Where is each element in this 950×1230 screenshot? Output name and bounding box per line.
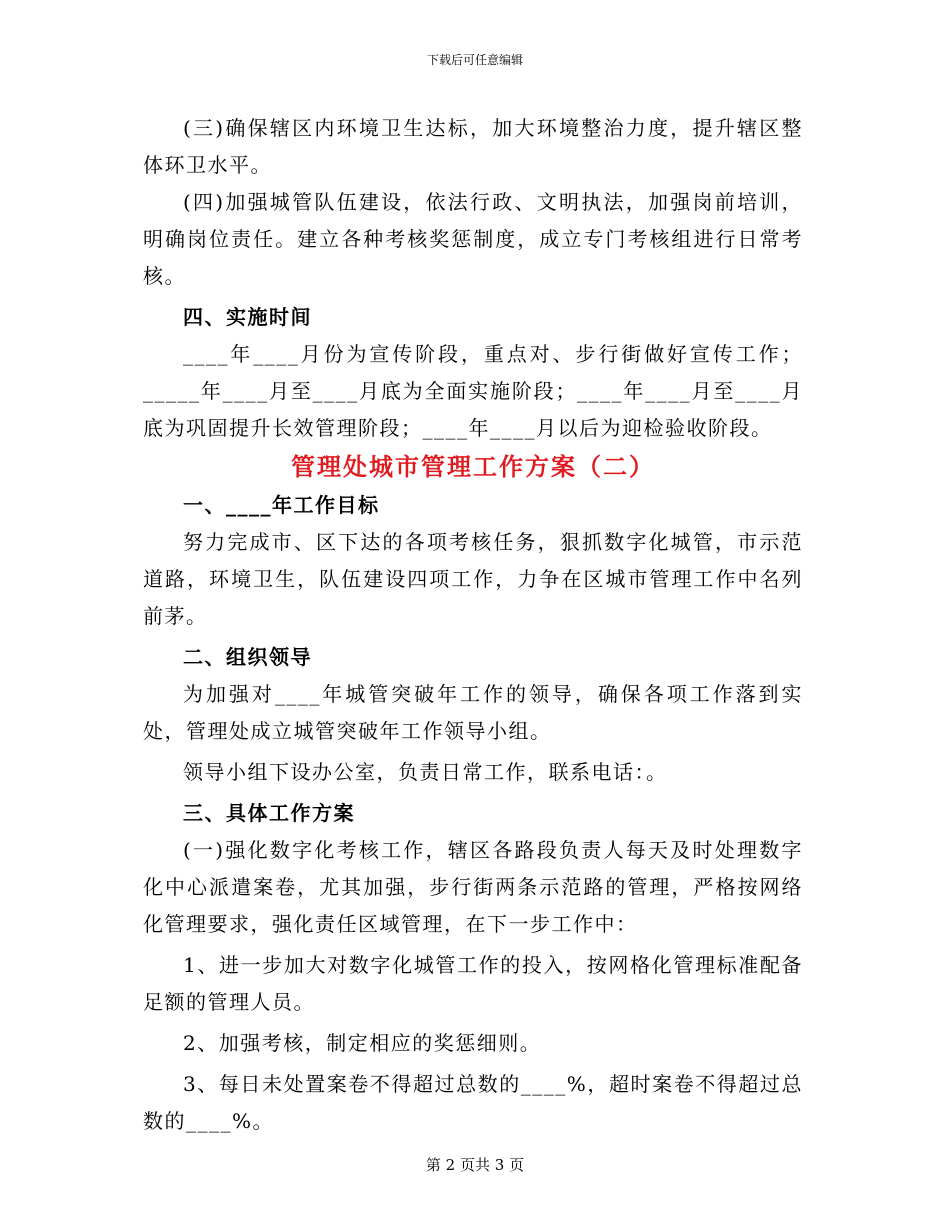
- document-title: 管理处城市管理工作方案（二）: [291, 452, 655, 481]
- paragraph-plan-1: (一)强化数字化考核工作，辖区各路段负责人每天及时处理数字化中心派遣案卷，尤其加强，步行街两条示范路的管理，严格按网络化管理要求，强化责任区域管理，在下一步工作中：: [143, 838, 803, 936]
- paragraph-item-4: (四)加强城管队伍建设，依法行政、文明执法，加强岗前培训，明确岗位责任。建立各种考核奖惩制度，成立专门考核组进行日常考核。: [143, 190, 803, 288]
- paragraph-goals: 努力完成市、区下达的各项考核任务，狠抓数字化城管，市示范道路，环境卫生，队伍建设四项工作，力争在区城市管理工作中名列前茅。: [143, 530, 803, 628]
- paragraph-leadership: 为加强对____年城管突破年工作的领导，确保各项工作落到实处，管理处成立城管突破年工作领导小组。: [143, 682, 803, 743]
- paragraph-item-3: (三)确保辖区内环境卫生达标，加大环境整治力度，提升辖区整体环卫水平。: [143, 116, 803, 177]
- paragraph-implementation-time: ____年____月份为宣传阶段，重点对、步行街做好宣传工作；_____年____月至____月底为全面实施阶段；____年____月至____月底为巩固提升长效管理阶段；____年____月以后为迎检验收阶段。: [143, 342, 803, 440]
- section-heading-leadership: 二、组织领导: [183, 645, 312, 669]
- page-header: 下载后可任意编辑: [426, 53, 523, 67]
- paragraph-office: 领导小组下设办公室，负责日常工作，联系电话：。: [183, 760, 668, 784]
- section-heading-plan: 三、具体工作方案: [183, 801, 355, 825]
- section-heading-implementation-time: 四、实施时间: [183, 305, 312, 329]
- list-item-2: 2、加强考核，制定相应的奖惩细则。: [183, 1031, 542, 1055]
- page-footer: 第 2 页共 3 页: [425, 1156, 525, 1174]
- list-item-1: 1、进一步加大对数字化城管工作的投入，按网格化管理标准配备足额的管理人员。: [143, 953, 803, 1014]
- document-body: [143, 110, 803, 1140]
- section-heading-goals: 一、____年工作目标: [183, 493, 380, 517]
- list-item-3: 3、每日未处置案卷不得超过总数的____%，超时案卷不得超过总数的____%。: [143, 1072, 803, 1133]
